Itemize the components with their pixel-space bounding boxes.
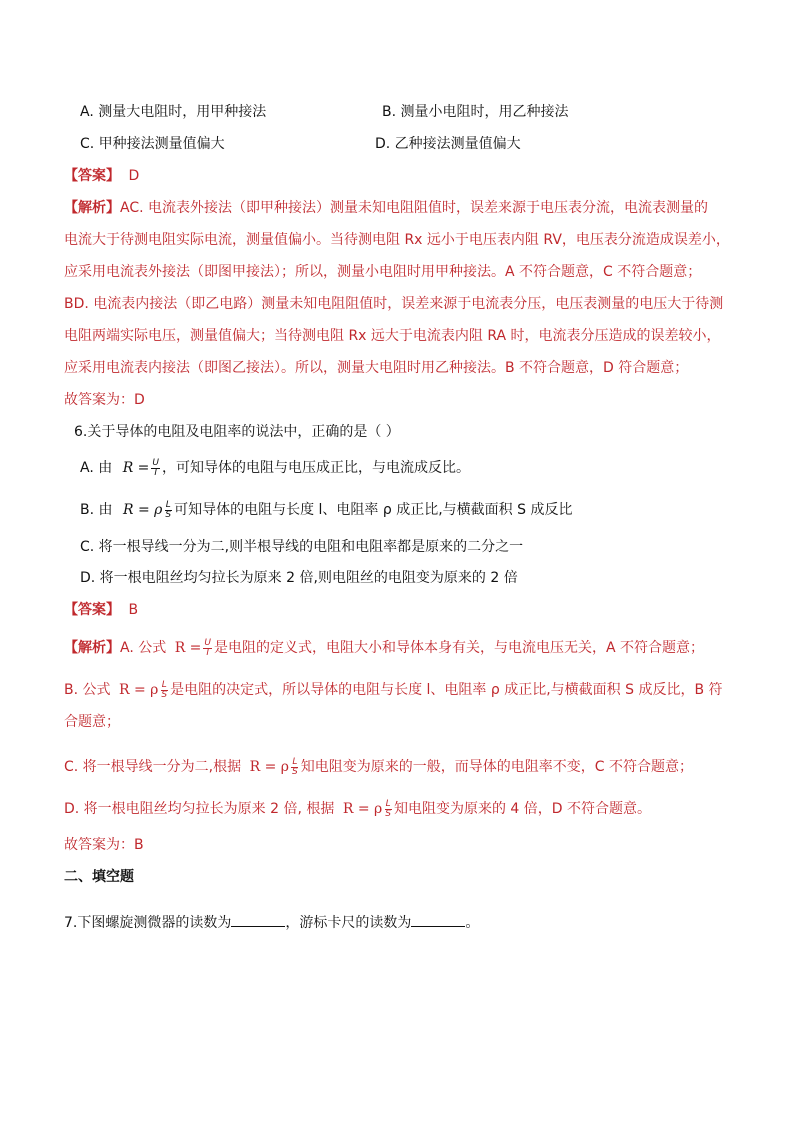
denominator: S (292, 766, 298, 777)
q6-analysis-a (64, 638, 704, 658)
q6-analysis-b-text: 是电阻的决定式，所以导体的电阻与长度 l、电阻率 ρ 成正比,与横截面积 S 成反比，B 符 (170, 682, 723, 698)
q6-stem: 6.关于导体的电阻及电阻率的说法中，正确的是（ ） (74, 424, 400, 440)
formula-lhs: R = (174, 640, 202, 656)
answer-tag: 【答案】 (64, 168, 120, 184)
q6-conclusion: 故答案为：B (64, 837, 144, 853)
q6-option-b-text: 可知导体的电阻与长度 l、电阻率 ρ 成正比,与横截面积 S 成反比 (174, 502, 573, 518)
q5-analysis-line-5: 电阻两端实际电压，测量值偏大；当待测电阻 Rx 远大于电流表内阻 RA 时，电流表分压造成的误差较小， (64, 328, 721, 344)
denominator: S (161, 689, 168, 700)
section-title: 二、填空题 (64, 869, 134, 885)
answer-blank[interactable] (411, 912, 465, 927)
numerator: L (165, 499, 171, 510)
q6-analysis-d (64, 799, 651, 819)
q6-analysis-b-cont: 合题意； (64, 714, 120, 730)
q5-option-d: D. 乙种接法测量值偏大 (375, 136, 521, 152)
q5-conclusion: 故答案为：D (64, 392, 145, 408)
q5-answer-value: D (128, 168, 140, 184)
q7-stem (64, 912, 479, 933)
q5-option-b: B. 测量小电阻时，用乙种接法 (382, 104, 569, 120)
analysis-tag: 【解析】 (64, 200, 120, 216)
q6-option-c: C. 将一根导线一分为二,则半根导线的电阻和电阻率都是原来的二分之一 (80, 539, 524, 555)
formula-lhs: R = ρ (342, 801, 383, 817)
q5-analysis-line-3: 应采用电流表外接法（即图甲接法）；所以，测量小电阻时用甲种接法。A 不符合题意，C 不符合题意； (64, 264, 702, 280)
q6-analysis-d-prefix: D. 将一根电阻丝均匀拉长为原来 2 倍, 根据 (64, 801, 335, 817)
q6-analysis-d-text: 知电阻变为原来的 4 倍，D 不符合题意。 (393, 801, 652, 817)
q5-answer-line (64, 166, 139, 186)
q6-option-a-text: ，可知导体的电阻与电压成正比，与电流成反比。 (162, 460, 471, 476)
denominator: S (385, 808, 391, 819)
formula-lhs: R = ρ (249, 759, 289, 775)
q5-analysis-line-1 (64, 198, 708, 218)
q6-option-d: D. 将一根电阻丝均匀拉长为原来 2 倍,则电阻丝的电阻变为原来的 2 倍 (80, 570, 518, 586)
numerator: L (161, 679, 167, 690)
q6-option-a (80, 458, 470, 478)
fraction (164, 501, 172, 520)
numerator: U (204, 637, 212, 648)
numerator: L (385, 798, 391, 809)
q6-answer-value: B (128, 602, 139, 618)
q7-text-pre: 7.下图螺旋测微器的读数为 (64, 915, 232, 931)
fraction (203, 639, 212, 658)
q6-option-b-prefix: B. 由 (80, 502, 113, 518)
formula-lhs: R = ρ (118, 682, 159, 698)
denominator: S (165, 509, 172, 520)
q5-analysis-text: AC. 电流表外接法（即甲种接法）测量未知电阻阻值时，误差来源于电压表分流，电流表测量的 (120, 200, 709, 216)
q6-analysis-b (64, 680, 723, 700)
numerator: L (292, 756, 298, 767)
answer-blank[interactable] (231, 912, 285, 927)
q6-analysis-a-prefix: A. 公式 (120, 640, 167, 656)
fraction (151, 459, 160, 478)
q6-answer-line (64, 600, 138, 620)
q5-analysis-line-4: BD. 电流表内接法（即乙电路）测量未知电阻阻值时，误差来源于电流表分压，电压表测量的电压大于待测 (64, 296, 724, 312)
q6-analysis-c-text: 知电阻变为原来的一般，而导体的电阻率不变，C 不符合题意； (300, 759, 693, 775)
q6-analysis-a-text: 是电阻的定义式，电阻大小和导体本身有关，与电流电压无关，A 不符合题意； (214, 640, 705, 656)
q7-text-mid: ，游标卡尺的读数为 (285, 915, 412, 931)
answer-tag: 【答案】 (64, 602, 120, 618)
q5-option-c: C. 甲种接法测量值偏大 (80, 136, 225, 152)
fraction (384, 800, 392, 819)
formula-lhs: R = ρ (122, 502, 163, 518)
analysis-tag: 【解析】 (64, 640, 120, 656)
fraction (160, 681, 168, 700)
formula-lhs: R = (122, 460, 150, 476)
q5-analysis-line-6: 应采用电流表内接法（即图乙接法）。所以，测量大电阻时用乙种接法。B 不符合题意，D 符合题意； (64, 360, 689, 376)
q6-analysis-b-prefix: B. 公式 (64, 682, 111, 698)
q6-analysis-c-prefix: C. 将一根导线一分为二,根据 (64, 759, 242, 775)
q5-option-a: A. 测量大电阻时，用甲种接法 (80, 104, 267, 120)
denominator: I (206, 647, 210, 658)
q5-analysis-line-2: 电流大于待测电阻实际电流，测量值偏小。当待测电阻 Rx 远小于电压表内阻 RV，电压表分流造成误差小， (64, 232, 730, 248)
fraction (291, 758, 299, 777)
q6-option-b (80, 500, 572, 520)
q6-analysis-c (64, 757, 693, 777)
denominator: I (154, 467, 158, 478)
q6-option-a-prefix: A. 由 (80, 460, 113, 476)
numerator: U (152, 457, 160, 468)
q7-text-post: 。 (465, 915, 480, 931)
